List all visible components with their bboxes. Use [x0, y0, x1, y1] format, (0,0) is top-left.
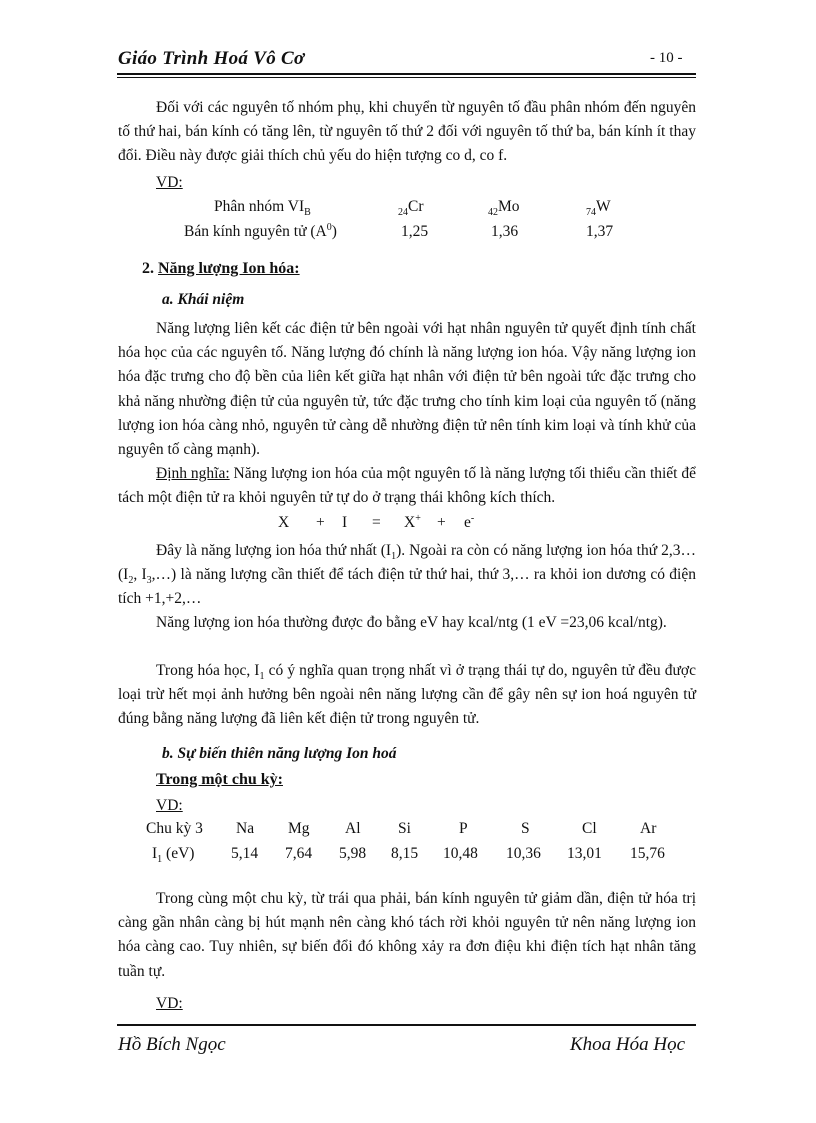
- equation-plus-2: +: [437, 514, 446, 531]
- radius-row2-label: Bán kính nguyên tử $(A^0)$: [184, 221, 337, 240]
- period-element: Ar: [640, 820, 657, 837]
- period-row2-label: $I_1$ (eV): [152, 845, 195, 866]
- period-value: 5,98: [339, 845, 367, 862]
- subsection-b-heading: b. Sự biến thiên năng lượng Ion hoá: [162, 745, 397, 762]
- header-rule: [117, 73, 696, 75]
- element-w: $_{74}$W: [586, 198, 611, 219]
- vd2-label: VD:: [156, 797, 183, 814]
- period-element: Mg: [288, 820, 310, 837]
- period-value: 8,15: [391, 845, 419, 862]
- radius-value-w: 1,37: [586, 223, 614, 240]
- footer-rule: [117, 1024, 696, 1026]
- intro-paragraph: Đối với các nguyên tố nhóm phụ, khi chuyển từ nguyên tố đầu phân nhóm đến nguyên tố thứ hai, bán kính có tăng lên, từ nguyên tố thứ 2 đối với nguyên tố thứ ba, bán kính ít thay đổi. Điều này được giải thích chủ yếu do hiện tượng co d, co f.: [118, 99, 696, 165]
- equation-equals: =: [372, 514, 381, 531]
- period-element: Cl: [582, 820, 597, 837]
- period-value: 5,14: [231, 845, 259, 862]
- header-title: Giáo Trình Hoá Vô Cơ: [118, 48, 305, 69]
- trend-paragraph: Trong cùng một chu kỳ, từ trái qua phải, bán kính nguyên tử giảm dần, điện tử hóa trị càng gần nhân càng bị hút mạnh nên càng khó tách rời khỏi nguyên tử nên năng lượng ion hóa càng cao. Tuy nhiên, sự biến đổi đó không xảy ra đơn điệu khi điện tích hạt nhân tăng tuần tự.: [118, 890, 696, 980]
- period-element: P: [459, 820, 468, 837]
- period-value: 10,48: [443, 845, 478, 862]
- equation-x: X: [278, 514, 290, 531]
- unit-paragraph: Năng lượng ion hóa thường được đo bằng eV hay kcal/ntg (1 eV =23,06 kcal/ntg).: [156, 614, 667, 631]
- period-value: 10,36: [506, 845, 541, 862]
- meaning-paragraph: Trong hóa học, $I_1$ có ý nghĩa quan trọng nhất vì ở trạng thái tự do, nguyên tử đều được loại trừ hết mọi ảnh hưởng bên ngoài nên năng lượng cần để gây nên sự ion hoá nguyên tử đúng bằng năng lượng đã liên kết điện tử trong nguyên tử.: [118, 662, 696, 728]
- footer-author: Hồ Bích Ngọc: [118, 1034, 226, 1055]
- concept-paragraph: Năng lượng liên kết các điện tử bên ngoài với hạt nhân nguyên tử quyết định tính chất hóa học của các nguyên tố. Năng lượng đó chính là năng lượng ion hóa. Vậy năng lượng ion hóa đặc trưng cho độ bền của liên kết giữa hạt nhân với điện tử bên ngoài tức đặc trưng cho khả năng nhường điện tử của nguyên tử, tức đặc trưng cho tính kim loại của nguyên tố (năng lượng ion hóa càng nhỏ, nguyên tử càng dễ nhường điện tử nên tính kim loại và tính khử của nguyên tố càng mạnh).: [118, 320, 696, 459]
- radius-value-cr: 1,25: [401, 223, 429, 240]
- period-row1-label: Chu kỳ 3: [146, 820, 203, 837]
- equation-i: I: [342, 514, 348, 531]
- page-number: - 10 -: [650, 50, 683, 66]
- element-cr: $_{24}$Cr: [398, 198, 424, 219]
- header-rule-thin: [117, 77, 696, 78]
- footer-faculty: Khoa Hóa Học: [570, 1034, 686, 1055]
- definition-label: Định nghĩa:: [156, 465, 230, 482]
- vd3-label: VD:: [156, 995, 183, 1012]
- equation-plus: +: [316, 514, 325, 531]
- subsection-a-heading: a. Khái niệm: [162, 291, 245, 308]
- period-heading: Trong một chu kỳ:: [156, 771, 283, 788]
- period-element: Na: [236, 820, 255, 837]
- radius-row1-label: Phân nhóm $VI_B$: [214, 198, 311, 219]
- period-element: S: [521, 820, 530, 837]
- first-ionization-paragraph: Đây là năng lượng ion hóa thứ nhất $(I_1)$. Ngoài ra còn có năng lượng ion hóa thứ 2,3… ($I_2$, $I_3,\dots$) là năng lượng cần thiết để tách điện tử thứ hai, thứ 3,… ra khỏi ion dương có điện tích +1,+2,…: [118, 542, 696, 608]
- period-element: Si: [398, 820, 411, 837]
- period-value: 15,76: [630, 845, 665, 862]
- element-mo: $_{42}$Mo: [488, 198, 520, 219]
- radius-value-mo: 1,36: [491, 223, 519, 240]
- definition-paragraph: Định nghĩa: Năng lượng ion hóa của một nguyên tố là năng lượng tối thiểu cần thiết để tách một điện tử ra khỏi nguyên tử tự do ở trạng thái không kích thích.: [118, 465, 697, 507]
- period-element: Al: [345, 820, 361, 837]
- vd-label: VD:: [156, 174, 183, 191]
- section2-heading: 2. Năng lượng Ion hóa:: [142, 260, 300, 277]
- period-value: 13,01: [567, 845, 602, 862]
- equation-cation: X+: [404, 512, 421, 531]
- equation-electron: e-: [464, 512, 475, 531]
- period-value: 7,64: [285, 845, 313, 862]
